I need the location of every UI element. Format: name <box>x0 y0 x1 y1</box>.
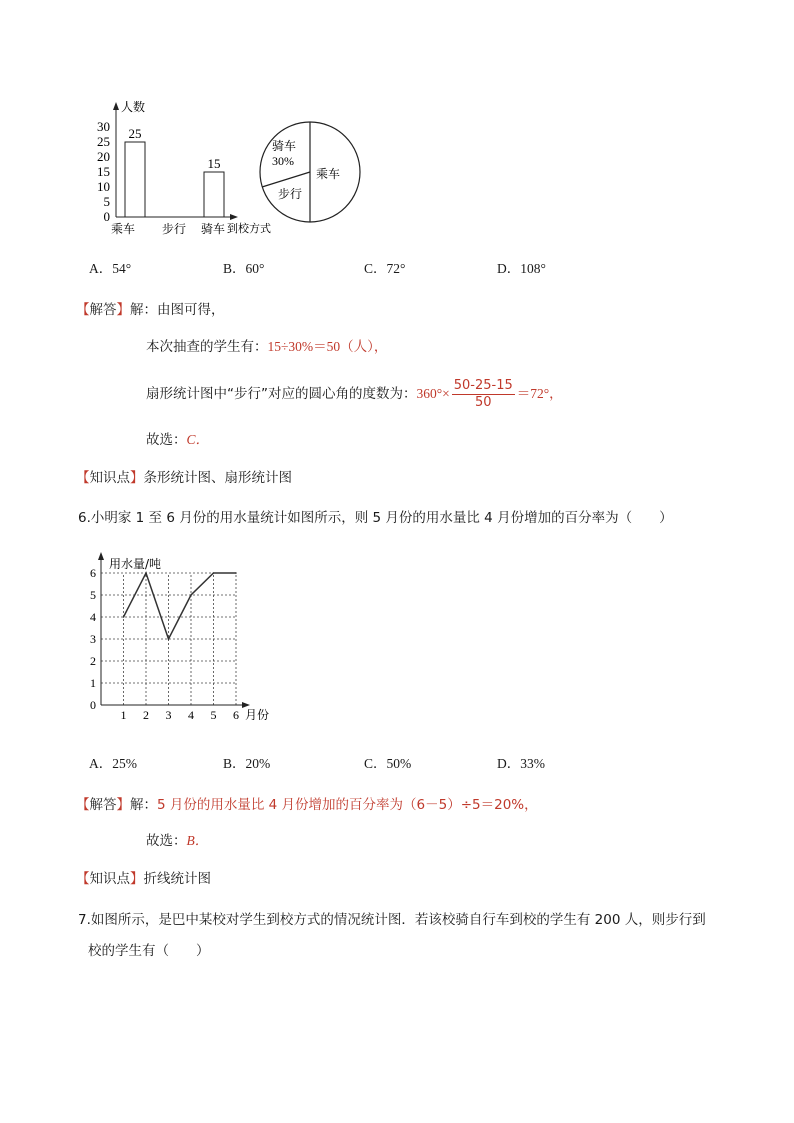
fraction: $\frac{50-25-15}{50}$ <box>453 377 513 410</box>
bar <box>204 172 224 217</box>
x-tick-label: 4 <box>188 708 194 722</box>
data-point <box>213 572 215 574</box>
y-tick-label: 0 <box>90 698 96 712</box>
y-tick-label: 10 <box>97 179 110 194</box>
option-a: A．54° <box>89 261 132 276</box>
option-c: C．72° <box>364 261 406 276</box>
y-tick-label: 15 <box>97 164 110 179</box>
x-tick-label: 2 <box>143 708 149 722</box>
answer-heading: 【解答】解：由图可得， <box>76 302 225 318</box>
option-b: B．20% <box>223 756 271 771</box>
option-d: D．33% <box>497 756 545 771</box>
x-tick-label: 5 <box>210 708 217 722</box>
data-point <box>145 572 147 574</box>
y-tick-label: 0 <box>103 209 110 224</box>
option-d: D．108° <box>497 261 546 276</box>
bar-value-label: 15 <box>207 156 221 171</box>
bar-category-label: 步行 <box>162 222 187 236</box>
answer-line: 本次抽查的学生有：15÷30%＝50（人）， <box>146 339 388 355</box>
data-point <box>168 638 170 640</box>
data-point <box>123 616 125 618</box>
y-tick-label: 30 <box>97 119 110 134</box>
question-7-line: 校的学生有（ ） <box>88 943 210 959</box>
y-tick-label: 6 <box>90 566 96 580</box>
question-6: 6.小明家 1 至 6 月份的用水量统计如图所示，则 5 月份的用水量比 4 月份增加的百分率为（ ） <box>78 510 673 526</box>
bar-category-label: 乘车 <box>111 222 136 236</box>
answer-line: 故选：B． <box>146 833 209 849</box>
y-tick-label: 4 <box>90 610 96 624</box>
series-line <box>124 573 237 639</box>
bar-value-label: 25 <box>128 126 142 141</box>
bar-x-label: 到校方式 <box>227 222 271 235</box>
y-axis-arrow <box>98 552 104 560</box>
pie-label-bus: 乘车 <box>316 167 341 181</box>
answer-heading: 【解答】解：5 月份的用水量比 4 月份增加的百分率为（6－5）÷5＝20%， <box>76 797 538 813</box>
line-chart <box>84 552 284 724</box>
bar-y-label: 人数 <box>121 100 146 114</box>
y-tick-label: 3 <box>90 632 96 646</box>
x-tick-label: 1 <box>120 708 127 722</box>
data-point <box>235 572 237 574</box>
option-b: B．60° <box>223 261 265 276</box>
x-axis-label: 月份 <box>245 708 270 722</box>
y-tick-label: 5 <box>103 194 110 209</box>
option-c: C．50% <box>364 756 412 771</box>
pie-chart <box>256 118 364 226</box>
pie-label-ride: 骑车 <box>272 139 297 153</box>
bar-category-label: 骑车 <box>201 222 226 236</box>
question-7-line: 7.如图所示，是巴中某校对学生到校方式的情况统计图．若该校骑自行车到校的学生有 200 人，则步行到 <box>78 912 706 928</box>
option-a: A．25% <box>89 756 137 771</box>
y-tick-label: 25 <box>97 134 110 149</box>
x-tick-label: 3 <box>165 708 172 722</box>
y-tick-label: 2 <box>90 654 96 668</box>
pie-label-ride-percent: 30% <box>272 154 294 168</box>
knowledge-point: 【知识点】折线统计图 <box>76 871 211 887</box>
knowledge-point: 【知识点】条形统计图、扇形统计图 <box>76 470 292 486</box>
y-tick-label: 1 <box>90 676 96 690</box>
answer-line: 扇形统计图中“步行”对应的圆心角的度数为：360°× $\frac{50-25-15}{50}$ ＝72°， <box>146 377 563 410</box>
y-tick-label: 5 <box>90 588 96 602</box>
answer-line: 故选：C． <box>146 432 210 448</box>
pie-label-walk: 步行 <box>278 187 303 201</box>
y-axis-label: 用水量/吨 <box>109 557 162 571</box>
x-tick-label: 6 <box>233 708 239 722</box>
bar <box>125 142 145 217</box>
y-tick-label: 20 <box>97 149 110 164</box>
data-point <box>190 594 192 596</box>
